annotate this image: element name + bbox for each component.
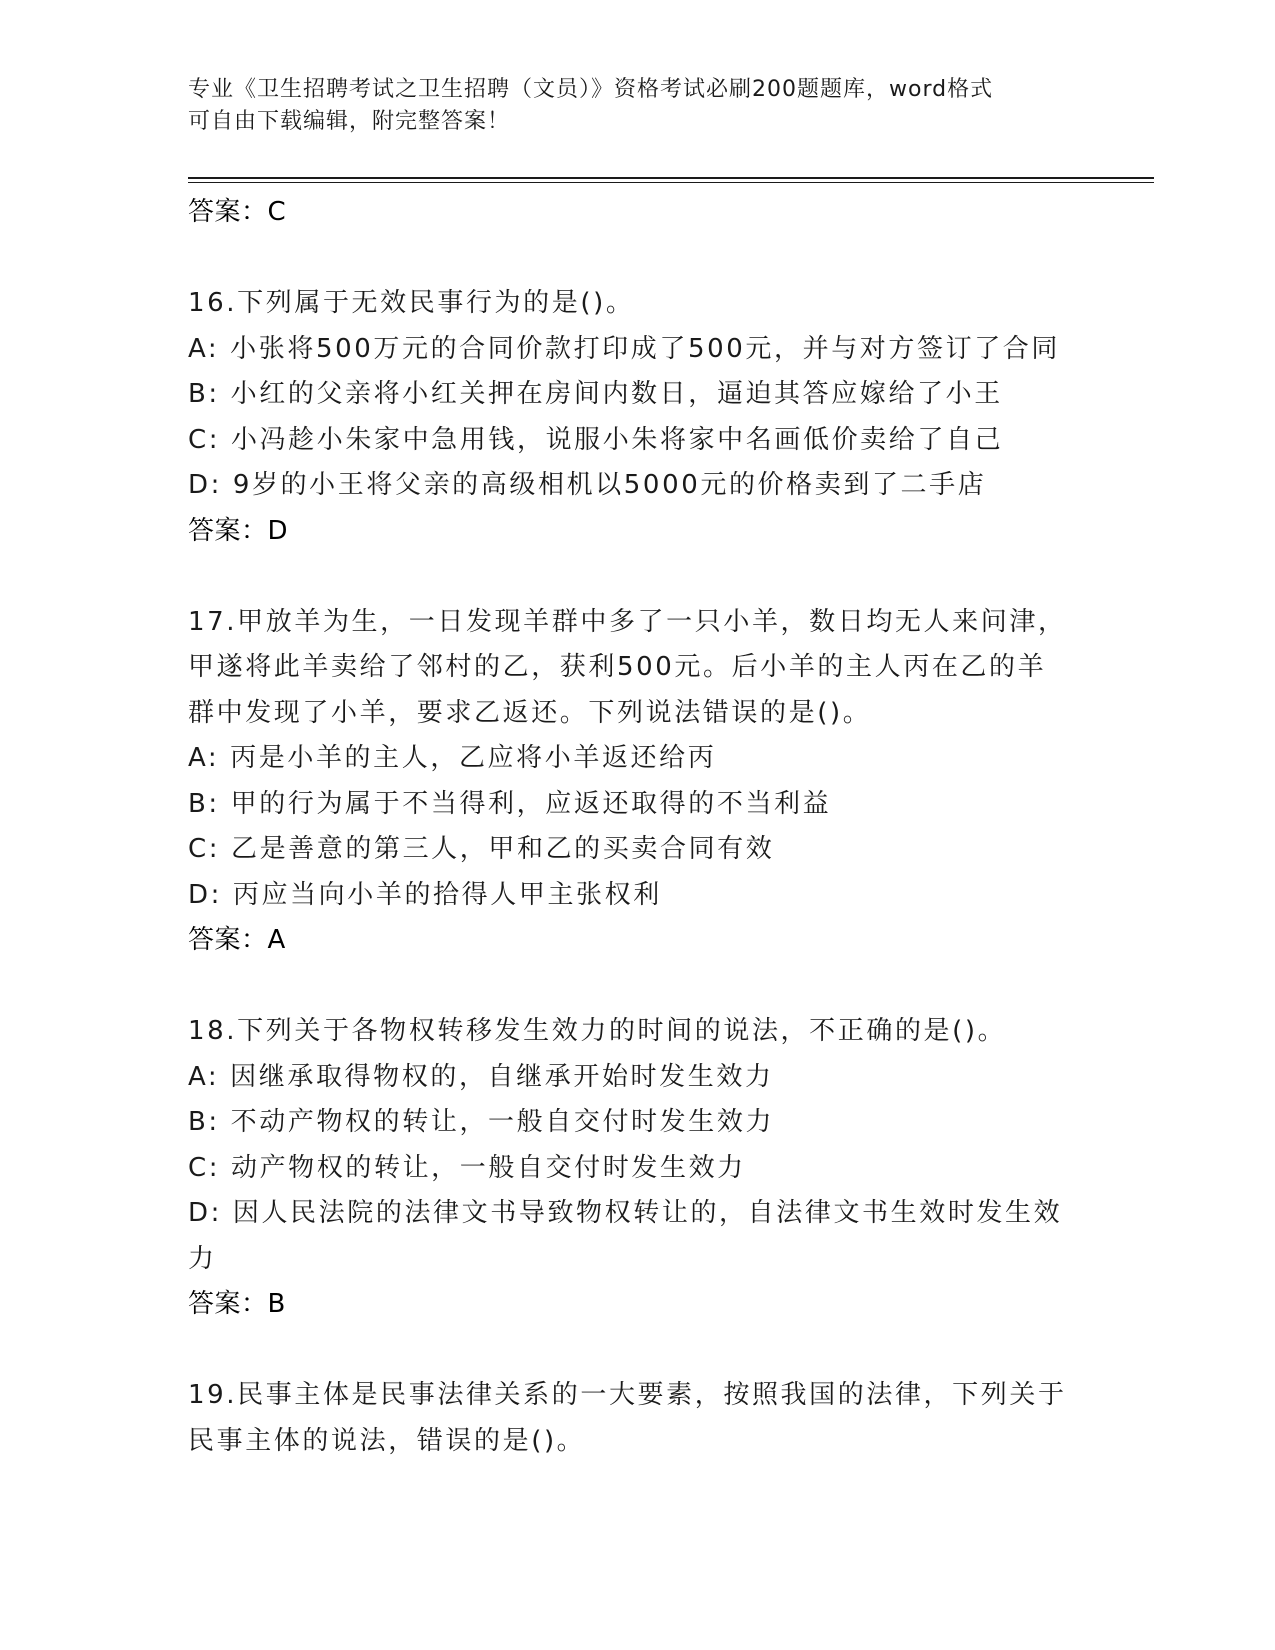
option-b: B: 不动产物权的转让，一般自交付时发生效力 — [188, 1107, 775, 1137]
option-d: D: 因人民法院的法律文书导致物权转让的，自法律文书生效时发生效 — [188, 1198, 1063, 1228]
question-block-19 — [188, 1373, 1088, 1464]
document-header — [188, 74, 1088, 138]
question-stem: 群中发现了小羊，要求乙返还。下列说法错误的是()。 — [188, 697, 872, 728]
question-block-18 — [188, 1009, 1088, 1328]
option-c: C: 乙是善意的第三人，甲和乙的买卖合同有效 — [188, 834, 775, 864]
answer-line: 答案：D — [188, 515, 289, 546]
header-rule-thick — [188, 177, 1154, 179]
spacer — [188, 236, 1088, 282]
spacer — [188, 964, 1088, 1010]
option-c: C: 动产物权的转让，一般自交付时发生效力 — [188, 1152, 746, 1183]
question-stem: 18.下列关于各物权转移发生效力的时间的说法，不正确的是()。 — [188, 1016, 1007, 1046]
answer-line: 答案：B — [188, 1289, 286, 1319]
option-c: C: 小冯趁小朱家中急用钱，说服小朱将家中名画低价卖给了自己 — [188, 424, 1004, 455]
question-block-17 — [188, 600, 1088, 964]
option-a: A: 小张将500万元的合同价款打印成了500元，并与对方签订了合同 — [188, 333, 1061, 364]
question-stem: 民事主体的说法，错误的是()。 — [188, 1425, 586, 1456]
header-line-1: 专业《卫生招聘考试之卫生招聘（文员）》资格考试必刷200题题库，word格式 — [188, 77, 994, 102]
spacer — [188, 1328, 1088, 1374]
option-a: A: 丙是小羊的主人，乙应将小羊返还给丙 — [188, 743, 717, 773]
header-rule-thin — [188, 182, 1154, 183]
option-d: D: 丙应当向小羊的拾得人甲主张权利 — [188, 879, 662, 910]
document-body — [188, 190, 1088, 1464]
option-b: B: 小红的父亲将小红关押在房间内数日，逼迫其答应嫁给了小王 — [188, 379, 1003, 409]
option-d: D: 9岁的小王将父亲的高级相机以5000元的价格卖到了二手店 — [188, 470, 987, 500]
option-a: A: 因继承取得物权的，自继承开始时发生效力 — [188, 1061, 774, 1092]
option-b: B: 甲的行为属于不当得利，应返还取得的不当利益 — [188, 788, 832, 819]
question-stem: 甲遂将此羊卖给了邻村的乙，获利500元。后小羊的主人丙在乙的羊 — [188, 652, 1047, 682]
answer-line: 答案：A — [188, 925, 286, 955]
spacer — [188, 554, 1088, 600]
option-d-continued: 力 — [188, 1243, 217, 1274]
header-line-2: 可自由下载编辑，附完整答案！ — [188, 109, 511, 134]
question-stem: 17.甲放羊为生，一日发现羊群中多了一只小羊，数日均无人来问津， — [188, 606, 1067, 637]
answer-line-prev: 答案：C — [188, 197, 287, 227]
question-block-16 — [188, 281, 1088, 554]
question-stem: 19.民事主体是民事法律关系的一大要素，按照我国的法律，下列关于 — [188, 1380, 1067, 1410]
question-stem: 16.下列属于无效民事行为的是()。 — [188, 288, 635, 318]
